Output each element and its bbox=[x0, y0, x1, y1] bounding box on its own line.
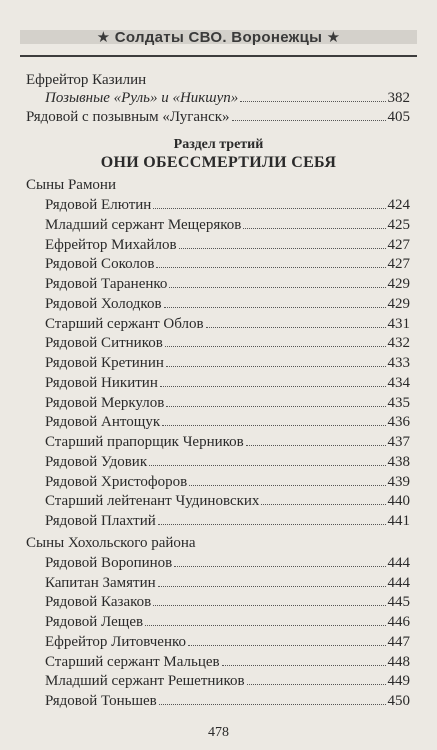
toc-entry bbox=[45, 490, 410, 510]
leader-dots bbox=[158, 572, 386, 587]
toc-entry-page: 449 bbox=[387, 673, 410, 690]
toc-entry bbox=[45, 411, 410, 431]
toc-entry-page: 444 bbox=[387, 555, 410, 571]
toc-entry-title: Рядовой Тараненко bbox=[45, 276, 168, 292]
toc-entry-page: 429 bbox=[387, 276, 410, 292]
toc-entry bbox=[45, 631, 410, 651]
leader-dots bbox=[243, 214, 385, 229]
leader-dots bbox=[261, 490, 385, 505]
toc-entry-title: Рядовой Казаков bbox=[45, 594, 152, 611]
toc-entry-page: 438 bbox=[387, 453, 410, 470]
toc-entry-title: Капитан Замятин bbox=[45, 574, 156, 591]
toc-entry bbox=[45, 471, 410, 491]
toc-entry bbox=[45, 510, 410, 530]
toc-entry bbox=[45, 572, 410, 592]
toc-entry-page: 445 bbox=[387, 594, 410, 611]
toc-entry bbox=[45, 352, 410, 372]
leader-dots bbox=[166, 392, 385, 407]
toc-entry-title: Рядовой Ситников bbox=[45, 335, 163, 352]
toc-entry bbox=[45, 234, 410, 254]
toc-entry-title: Ефрейтор Михайлов bbox=[45, 236, 177, 253]
toc-entry bbox=[45, 273, 410, 293]
toc-entry bbox=[45, 372, 410, 392]
toc-entry-page: 429 bbox=[387, 295, 410, 312]
toc-entry bbox=[45, 431, 410, 451]
section-title: ОНИ ОБЕССМЕРТИЛИ СЕБЯ bbox=[100, 154, 337, 171]
group-title-khokhol: Сыны Хохольского района bbox=[26, 535, 196, 551]
toc-entry-page: 448 bbox=[387, 653, 410, 670]
toc-entry-page: 425 bbox=[387, 216, 410, 233]
toc-entry-page: 436 bbox=[387, 414, 410, 431]
leader-dots bbox=[164, 293, 386, 308]
toc-entry-title: Младший сержант Мещеряков bbox=[45, 216, 242, 233]
leader-dots bbox=[165, 332, 386, 347]
leader-dots bbox=[222, 651, 386, 666]
toc-entry-title: Рядовой Холодков bbox=[45, 295, 162, 312]
toc-entry-title: Рядовой Антощук bbox=[45, 414, 161, 431]
toc-entry-page: 405 bbox=[387, 109, 410, 125]
toc-entry-kazilin: Ефрейтор Казилин bbox=[26, 72, 147, 88]
toc-entry-title: Рядовой с позывным «Луганск» bbox=[26, 109, 230, 125]
toc-entry-page: 431 bbox=[387, 315, 410, 332]
toc-entry bbox=[45, 591, 410, 611]
toc-entry-title: Старший прапорщик Черников bbox=[45, 434, 244, 450]
toc-entry-page: 427 bbox=[387, 256, 410, 273]
toc-entry-title: Рядовой Плахтий bbox=[45, 513, 156, 529]
leader-dots bbox=[246, 431, 386, 446]
toc-entry-title: Позывные «Руль» и «Никшуп» bbox=[45, 90, 239, 106]
toc-entry bbox=[45, 690, 410, 710]
toc-entry-page: 441 bbox=[387, 513, 410, 529]
toc-entry bbox=[45, 670, 410, 690]
toc-entry bbox=[45, 332, 410, 352]
toc-entry bbox=[45, 214, 410, 234]
toc-entry-page: 447 bbox=[387, 633, 410, 650]
leader-dots bbox=[174, 552, 385, 567]
toc-entry-page: 437 bbox=[387, 434, 410, 450]
toc-entry-title: Рядовой Кретинин bbox=[45, 355, 164, 371]
leader-dots bbox=[166, 352, 386, 367]
toc-entry-title: Старший лейтенант Чудиновских bbox=[45, 493, 260, 510]
toc-entry-page: 382 bbox=[387, 90, 410, 106]
toc-entry-title: Рядовой Христофоров bbox=[45, 473, 188, 490]
leader-dots bbox=[206, 313, 386, 328]
leader-dots bbox=[156, 253, 385, 268]
toc-entry bbox=[45, 611, 410, 631]
leader-dots bbox=[145, 611, 385, 626]
toc-entry-page: 446 bbox=[387, 614, 410, 631]
leader-dots bbox=[153, 194, 385, 209]
leader-dots bbox=[169, 273, 385, 288]
toc-entry bbox=[45, 293, 410, 313]
leader-dots bbox=[153, 591, 385, 606]
leader-dots bbox=[160, 372, 386, 387]
toc-entry bbox=[45, 392, 410, 412]
toc-entry-title: Рядовой Лещев bbox=[45, 614, 144, 631]
toc-entry bbox=[45, 451, 410, 471]
toc-entry bbox=[45, 253, 410, 273]
toc-entry-page: 424 bbox=[387, 197, 410, 213]
leader-dots bbox=[247, 670, 386, 685]
toc-entry-title: Ефрейтор Литовченко bbox=[45, 633, 186, 650]
toc-entry-title: Рядовой Соколов bbox=[45, 256, 155, 273]
toc-entry-page: 439 bbox=[387, 473, 410, 490]
toc-entry-page: 433 bbox=[387, 355, 410, 371]
leader-dots bbox=[189, 471, 385, 486]
toc-entry-title: Рядовой Воропинов bbox=[45, 555, 173, 571]
leader-dots bbox=[158, 510, 386, 525]
leader-dots bbox=[232, 106, 386, 121]
toc-entry-title: Рядовой Елютин bbox=[45, 197, 152, 213]
toc-entry-page: 427 bbox=[387, 236, 410, 253]
leader-dots bbox=[188, 631, 386, 646]
toc-entry-page: 434 bbox=[387, 374, 410, 391]
toc-entry-page: 435 bbox=[387, 394, 410, 411]
toc-entry-title: Рядовой Удовик bbox=[45, 453, 148, 470]
toc-entry-page: 450 bbox=[387, 692, 410, 709]
toc-entry-page: 444 bbox=[387, 574, 410, 591]
leader-dots bbox=[149, 451, 385, 466]
page-number: 478 bbox=[208, 725, 229, 740]
toc-entry-title: Рядовой Никитин bbox=[45, 374, 158, 391]
toc-entry-page: 432 bbox=[387, 335, 410, 352]
toc-entry-title: Рядовой Тоньшев bbox=[45, 692, 157, 709]
header-title: ★ Солдаты СВО. Воронежцы ★ bbox=[96, 29, 341, 46]
toc-entry-title: Младший сержант Решетников bbox=[45, 673, 245, 690]
toc-entry-kazilin-sub bbox=[45, 87, 410, 107]
toc-entry-title: Старший сержант Мальцев bbox=[45, 653, 220, 670]
toc-entry bbox=[45, 552, 410, 572]
section-label: Раздел третий bbox=[173, 137, 264, 152]
toc-entry bbox=[45, 651, 410, 671]
toc-entry-lugansk bbox=[26, 106, 410, 126]
toc-entry bbox=[45, 313, 410, 333]
leader-dots bbox=[162, 411, 385, 426]
toc-entry-page: 440 bbox=[387, 493, 410, 510]
group-title-ramon: Сыны Рамони bbox=[26, 177, 116, 193]
leader-dots bbox=[179, 234, 386, 249]
toc-entry bbox=[45, 194, 410, 214]
toc-entry-title: Старший сержант Облов bbox=[45, 315, 204, 332]
leader-dots bbox=[240, 87, 385, 102]
toc-entry-title: Рядовой Меркулов bbox=[45, 394, 165, 411]
leader-dots bbox=[159, 690, 386, 705]
